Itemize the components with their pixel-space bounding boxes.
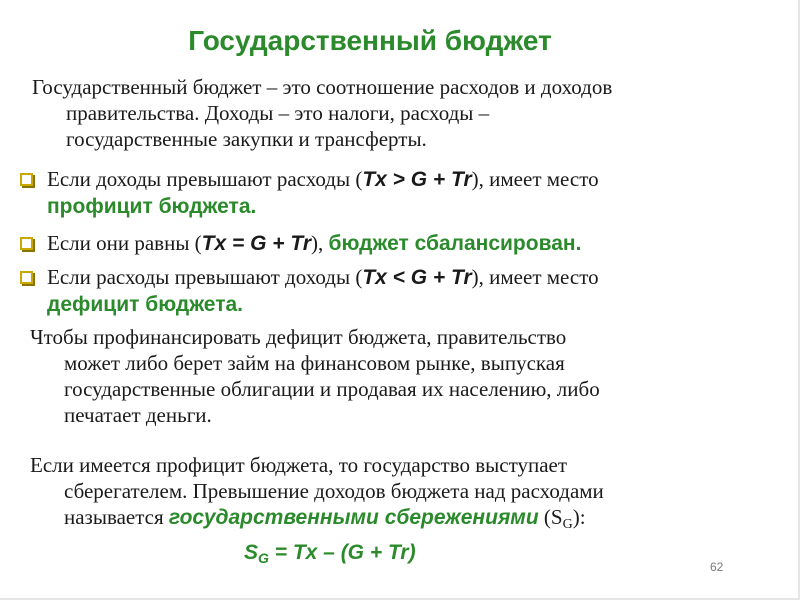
bullet-pre: Если доходы превышают расходы (: [47, 167, 363, 191]
intro-line-3: государственные закупки и трансферты.: [66, 127, 427, 151]
intro-line-2: правительства. Доходы – это налоги, расходы –: [66, 101, 490, 125]
savings-formula-symbol: S: [244, 541, 259, 564]
surplus-line-1: Если имеется профицит бюджета, то государство выступает: [30, 453, 568, 477]
slide-title: Государственный бюджет: [188, 25, 552, 56]
bullet-formula: Tx < G + Tr: [362, 266, 472, 289]
checkbox-icon: [20, 271, 33, 284]
bullet-balanced: [20, 230, 780, 257]
surplus-line-3: [30, 504, 770, 538]
government-savings-term: государственными сбережениями: [168, 506, 539, 529]
checkbox-icon: [20, 237, 33, 250]
deficit-line-4: печатает деньги.: [64, 403, 212, 427]
bullet-text: [47, 166, 780, 220]
surplus-line-3-subscript: G: [562, 517, 573, 532]
bullet-pre: Если они равны (: [47, 231, 202, 255]
bullet-formula: Tx > G + Tr: [362, 168, 472, 191]
bullet-deficit: [20, 264, 780, 318]
surplus-line-3-pre: называется: [64, 505, 169, 529]
deficit-financing-paragraph: [30, 324, 770, 428]
deficit-line-3: государственные облигации и продавая их населению, либо: [64, 377, 600, 401]
intro-line-1: Государственный бюджет – это соотношение расходов и доходов: [32, 75, 613, 99]
bullet-formula: Tx = G + Tr: [201, 232, 311, 255]
deficit-line-1: Чтобы профинансировать дефицит бюджета, правительство: [30, 325, 567, 349]
bullet-highlight: профицит бюджета.: [47, 195, 257, 218]
surplus-line-2: сберегателем. Превышение доходов бюджета над расходами: [64, 479, 604, 503]
deficit-line-2: может либо берет займ на финансовом рынке, выпуская: [64, 351, 565, 375]
page-number: 62: [710, 560, 724, 574]
surplus-line-3-open: (S: [538, 505, 563, 529]
checkbox-icon: [20, 173, 33, 186]
bullet-pre: Если расходы превышают доходы (: [47, 265, 363, 289]
bullet-post: ),: [311, 231, 329, 255]
bullet-text: [47, 230, 780, 257]
savings-formula-expression: = Tx – (G + Tr): [268, 541, 416, 564]
savings-formula-subscript: G: [258, 550, 269, 566]
bullet-surplus: [20, 166, 780, 220]
bullet-post: ), имеет место: [471, 167, 599, 191]
surplus-line-3-close: ):: [572, 505, 586, 529]
bullet-text: [47, 264, 780, 318]
bullet-highlight: бюджет сбалансирован.: [328, 232, 582, 255]
bullet-highlight: дефицит бюджета.: [47, 293, 244, 316]
surplus-paragraph: [30, 452, 770, 538]
intro-paragraph: [32, 74, 772, 152]
savings-formula: [244, 540, 416, 571]
bullet-post: ), имеет место: [471, 265, 599, 289]
